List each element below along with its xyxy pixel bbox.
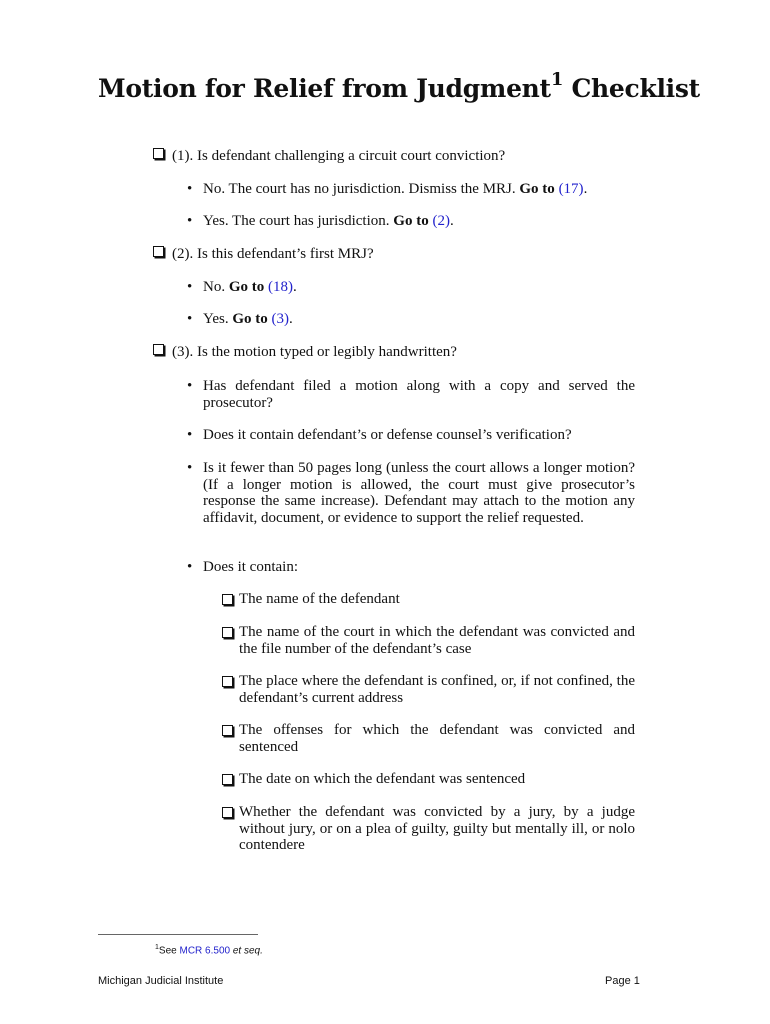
checkbox-q3[interactable]: [153, 344, 164, 355]
checkbox-content[interactable]: [222, 676, 233, 687]
q2-answer-no: • No. Go to (18).: [187, 279, 297, 295]
checkbox-content[interactable]: [222, 725, 233, 736]
content-item: The date on which the defendant was sentenced: [222, 771, 635, 788]
checklist-item-q2: (2). Is this defendant’s first MRJ?: [153, 246, 374, 263]
footer-publisher: Michigan Judicial Institute: [98, 975, 224, 987]
checkbox-content[interactable]: [222, 774, 233, 785]
footnote: $^1$See MCR 6.500 et seq.: [155, 944, 263, 957]
q1-answer-no: • No. The court has no jurisdiction. Dismiss the MRJ. Go to (17).: [187, 181, 588, 197]
checkbox-content[interactable]: [222, 807, 233, 818]
mcr-link[interactable]: MCR 6.500: [179, 945, 231, 957]
goto-link-3[interactable]: (3): [271, 311, 289, 327]
goto-link-2[interactable]: (2): [432, 213, 450, 229]
page-number: Page 1: [605, 975, 640, 987]
content-item: The offenses for which the defendant was convicted and sentenced: [222, 722, 635, 755]
q3-bullet: • Does it contain:: [187, 559, 298, 575]
page-title: Motion for Relief from Judgment$^1$ Checklist: [98, 69, 700, 103]
footnote-divider: [98, 934, 258, 935]
q3-bullet: • Is it fewer than 50 pages long (unless the court allows a longer motion? (If a longer motion is allowed, the court must give prosecutor’s response the same increase). Defendant may attach to the motion any affidavit, document, or evidence to support the relief requested.: [187, 460, 635, 526]
content-item: The name of the defendant: [222, 591, 635, 608]
content-item: Whether the defendant was convicted by a jury, by a judge without jury, or on a plea of guilty, guilty but mentally ill, or nolo contendere: [222, 804, 635, 854]
content-item: The place where the defendant is confined, or, if not confined, the defendant’s current address: [222, 673, 635, 706]
checklist-item-q3: (3). Is the motion typed or legibly handwritten?: [153, 344, 457, 361]
checkbox-q2[interactable]: [153, 246, 164, 257]
goto-link-18[interactable]: (18): [268, 279, 294, 295]
q1-answer-yes: • Yes. The court has jurisdiction. Go to (2).: [187, 213, 454, 229]
checkbox-content[interactable]: [222, 594, 233, 605]
q2-answer-yes: • Yes. Go to (3).: [187, 311, 293, 327]
goto-link-17[interactable]: (17): [558, 181, 584, 197]
q3-bullet: • Does it contain defendant’s or defense counsel’s verification?: [187, 427, 572, 443]
content-item: The name of the court in which the defendant was convicted and the file number of the defendant’s case: [222, 624, 635, 657]
checklist-item-q1: (1). Is defendant challenging a circuit court conviction?: [153, 148, 505, 165]
q3-bullet: • Has defendant filed a motion along with a copy and served the prosecutor?: [187, 378, 635, 411]
checkbox-content[interactable]: [222, 627, 233, 638]
footnote-ref[interactable]: 1: [550, 69, 564, 90]
checkbox-q1[interactable]: [153, 148, 164, 159]
